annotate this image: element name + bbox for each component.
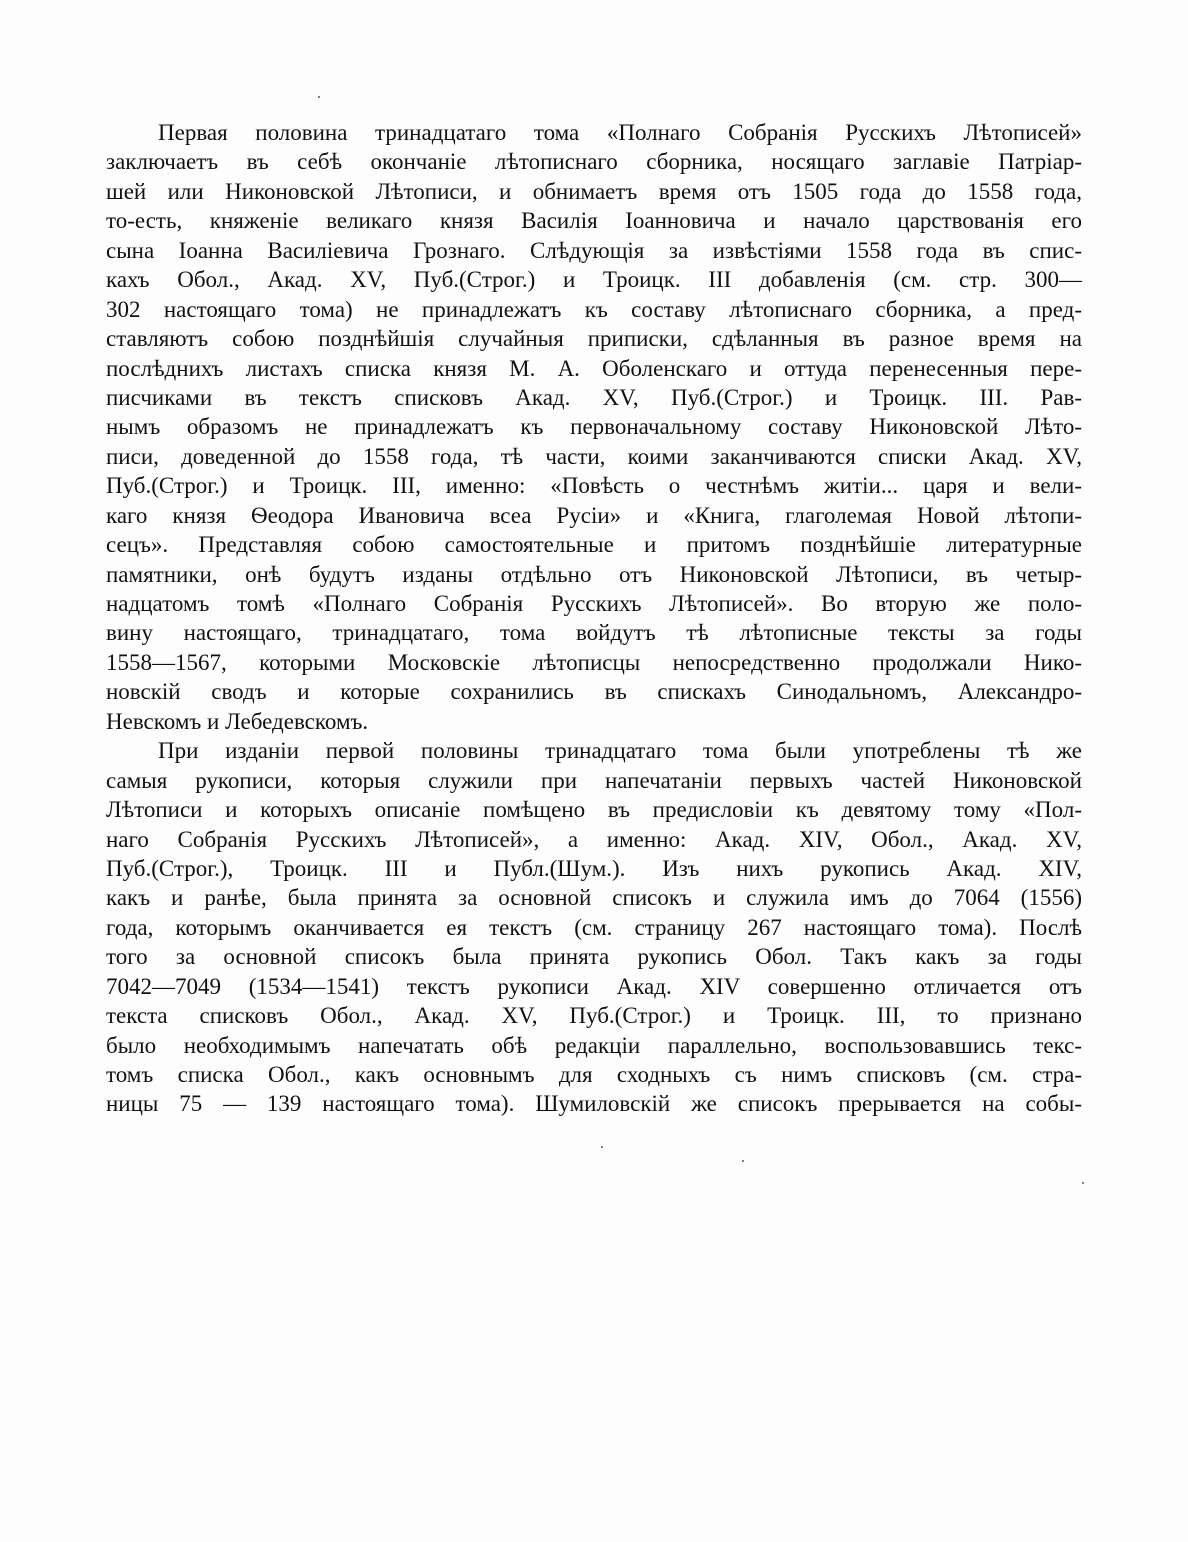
text-line: сына Іоанна Василіевича Грознаго. Слѣдующія за извѣстіями 1558 года въ спис- [106,237,1082,263]
text-line: текста списковъ Обол., Акад. XV, Пуб.(Строг.) и Троицк. III, то признано [106,1003,1082,1029]
paragraph-1 [106,118,1082,736]
text-line: какъ и ранѣе, была принята за основной списокъ и служила имъ до 7064 (1556) [106,885,1082,911]
text-line: заключаетъ въ себѣ окончаніе лѣтописнаго сборника, носящаго заглавіе Патріар- [106,149,1082,175]
text-line: Первая половина тринадцатаго тома «Полнаго Собранія Русскихъ Лѣтописей» [158,120,1082,145]
text-line: вину настоящаго, тринадцатаго, тома войдутъ тѣ лѣтописные тексты за годы [106,620,1082,646]
scan-speck [601,1146,603,1148]
document-body [106,118,1082,1119]
text-line: томъ списка Обол., какъ основнымъ для сходныхъ съ нимъ списковъ (см. стра- [106,1062,1082,1087]
paragraph-2 [106,736,1082,1119]
text-line: писчиками въ текстъ списковъ Акад. XV, Пуб.(Строг.) и Троицк. III. Рав- [106,384,1082,410]
text-line: ставляютъ собою позднѣйшія случайныя приписки, сдѣланныя въ разное время на [106,326,1082,352]
text-line: Невскомъ и Лебедевскомъ. [106,708,369,734]
text-line: было необходимымъ напечатать обѣ редакціи параллельно, воспользовавшись текс- [106,1032,1082,1058]
text-line: ницы 75 — 139 настоящаго тома). Шумиловскій же списокъ прерывается на собы- [106,1091,1082,1117]
text-line: нымъ образомъ не принадлежатъ къ первоначальному составу Никоновской Лѣто- [106,414,1082,440]
scan-speck [742,1160,744,1162]
text-line: Пуб.(Строг.) и Троицк. III, именно: «Повѣсть о честнѣмъ житіи... царя и вели- [106,473,1082,499]
text-line: Лѣтописи и которыхъ описаніе помѣщено въ предисловіи къ девятому тому «Пол- [106,797,1082,823]
text-line: того за основной списокъ была принята рукопись Обол. Такъ какъ за годы [106,944,1082,970]
text-line: 1558—1567, которыми Московскіе лѣтописцы непосредственно продолжали Нико- [106,649,1082,675]
text-line: 7042—7049 (1534—1541) текстъ рукописи Акад. XIV совершенно отличается отъ [106,973,1082,999]
scan-speck [1082,1182,1084,1184]
text-line: При изданіи первой половины тринадцатаго тома были употреблены тѣ же [158,738,1082,764]
text-line: кахъ Обол., Акад. XV, Пуб.(Строг.) и Троицк. III добавленія (см. стр. 300— [106,267,1082,293]
text-line: наго Собранія Русскихъ Лѣтописей», а именно: Акад. XIV, Обол., Акад. XV, [106,826,1082,852]
text-line: сецъ». Представляя собою самостоятельные и притомъ позднѣйшіе литературные [106,532,1082,558]
text-line: Пуб.(Строг.), Троицк. III и Публ.(Шум.). Изъ нихъ рукопись Акад. XIV, [106,855,1082,881]
scan-speck [318,96,320,98]
text-line: новскій сводъ и которые сохранились въ спискахъ Синодальномъ, Александро- [106,679,1082,705]
text-line: то-есть, княженіе великаго князя Василія Іоанновича и начало царствованія его [106,208,1082,234]
text-line: надцатомъ томѣ «Полнаго Собранія Русскихъ Лѣтописей». Во вторую же поло- [106,591,1082,616]
text-line: года, которымъ оканчивается ея текстъ (см. страницу 267 настоящаго тома). Послѣ [106,914,1082,940]
text-line: памятники, онѣ будутъ изданы отдѣльно отъ Никоновской Лѣтописи, въ четыр- [106,561,1082,587]
text-line: шей или Никоновской Лѣтописи, и обнимаетъ время отъ 1505 года до 1558 года, [106,178,1082,204]
text-line: самыя рукописи, которыя служили при напечатаніи первыхъ частей Никоновской [106,767,1082,793]
text-line: каго князя Ѳеодора Ивановича всеа Русіи» и «Книга, глаголемая Новой лѣтопи- [106,502,1082,528]
text-line: 302 настоящаго тома) не принадлежатъ къ составу лѣтописнаго сборника, а пред- [106,296,1082,322]
text-line: писи, доведенной до 1558 года, тѣ части, коими заканчиваются списки Акад. XV, [106,443,1082,469]
text-line: послѣднихъ листахъ списка князя М. А. Оболенскаго и оттуда перенесенныя пере- [106,355,1082,381]
